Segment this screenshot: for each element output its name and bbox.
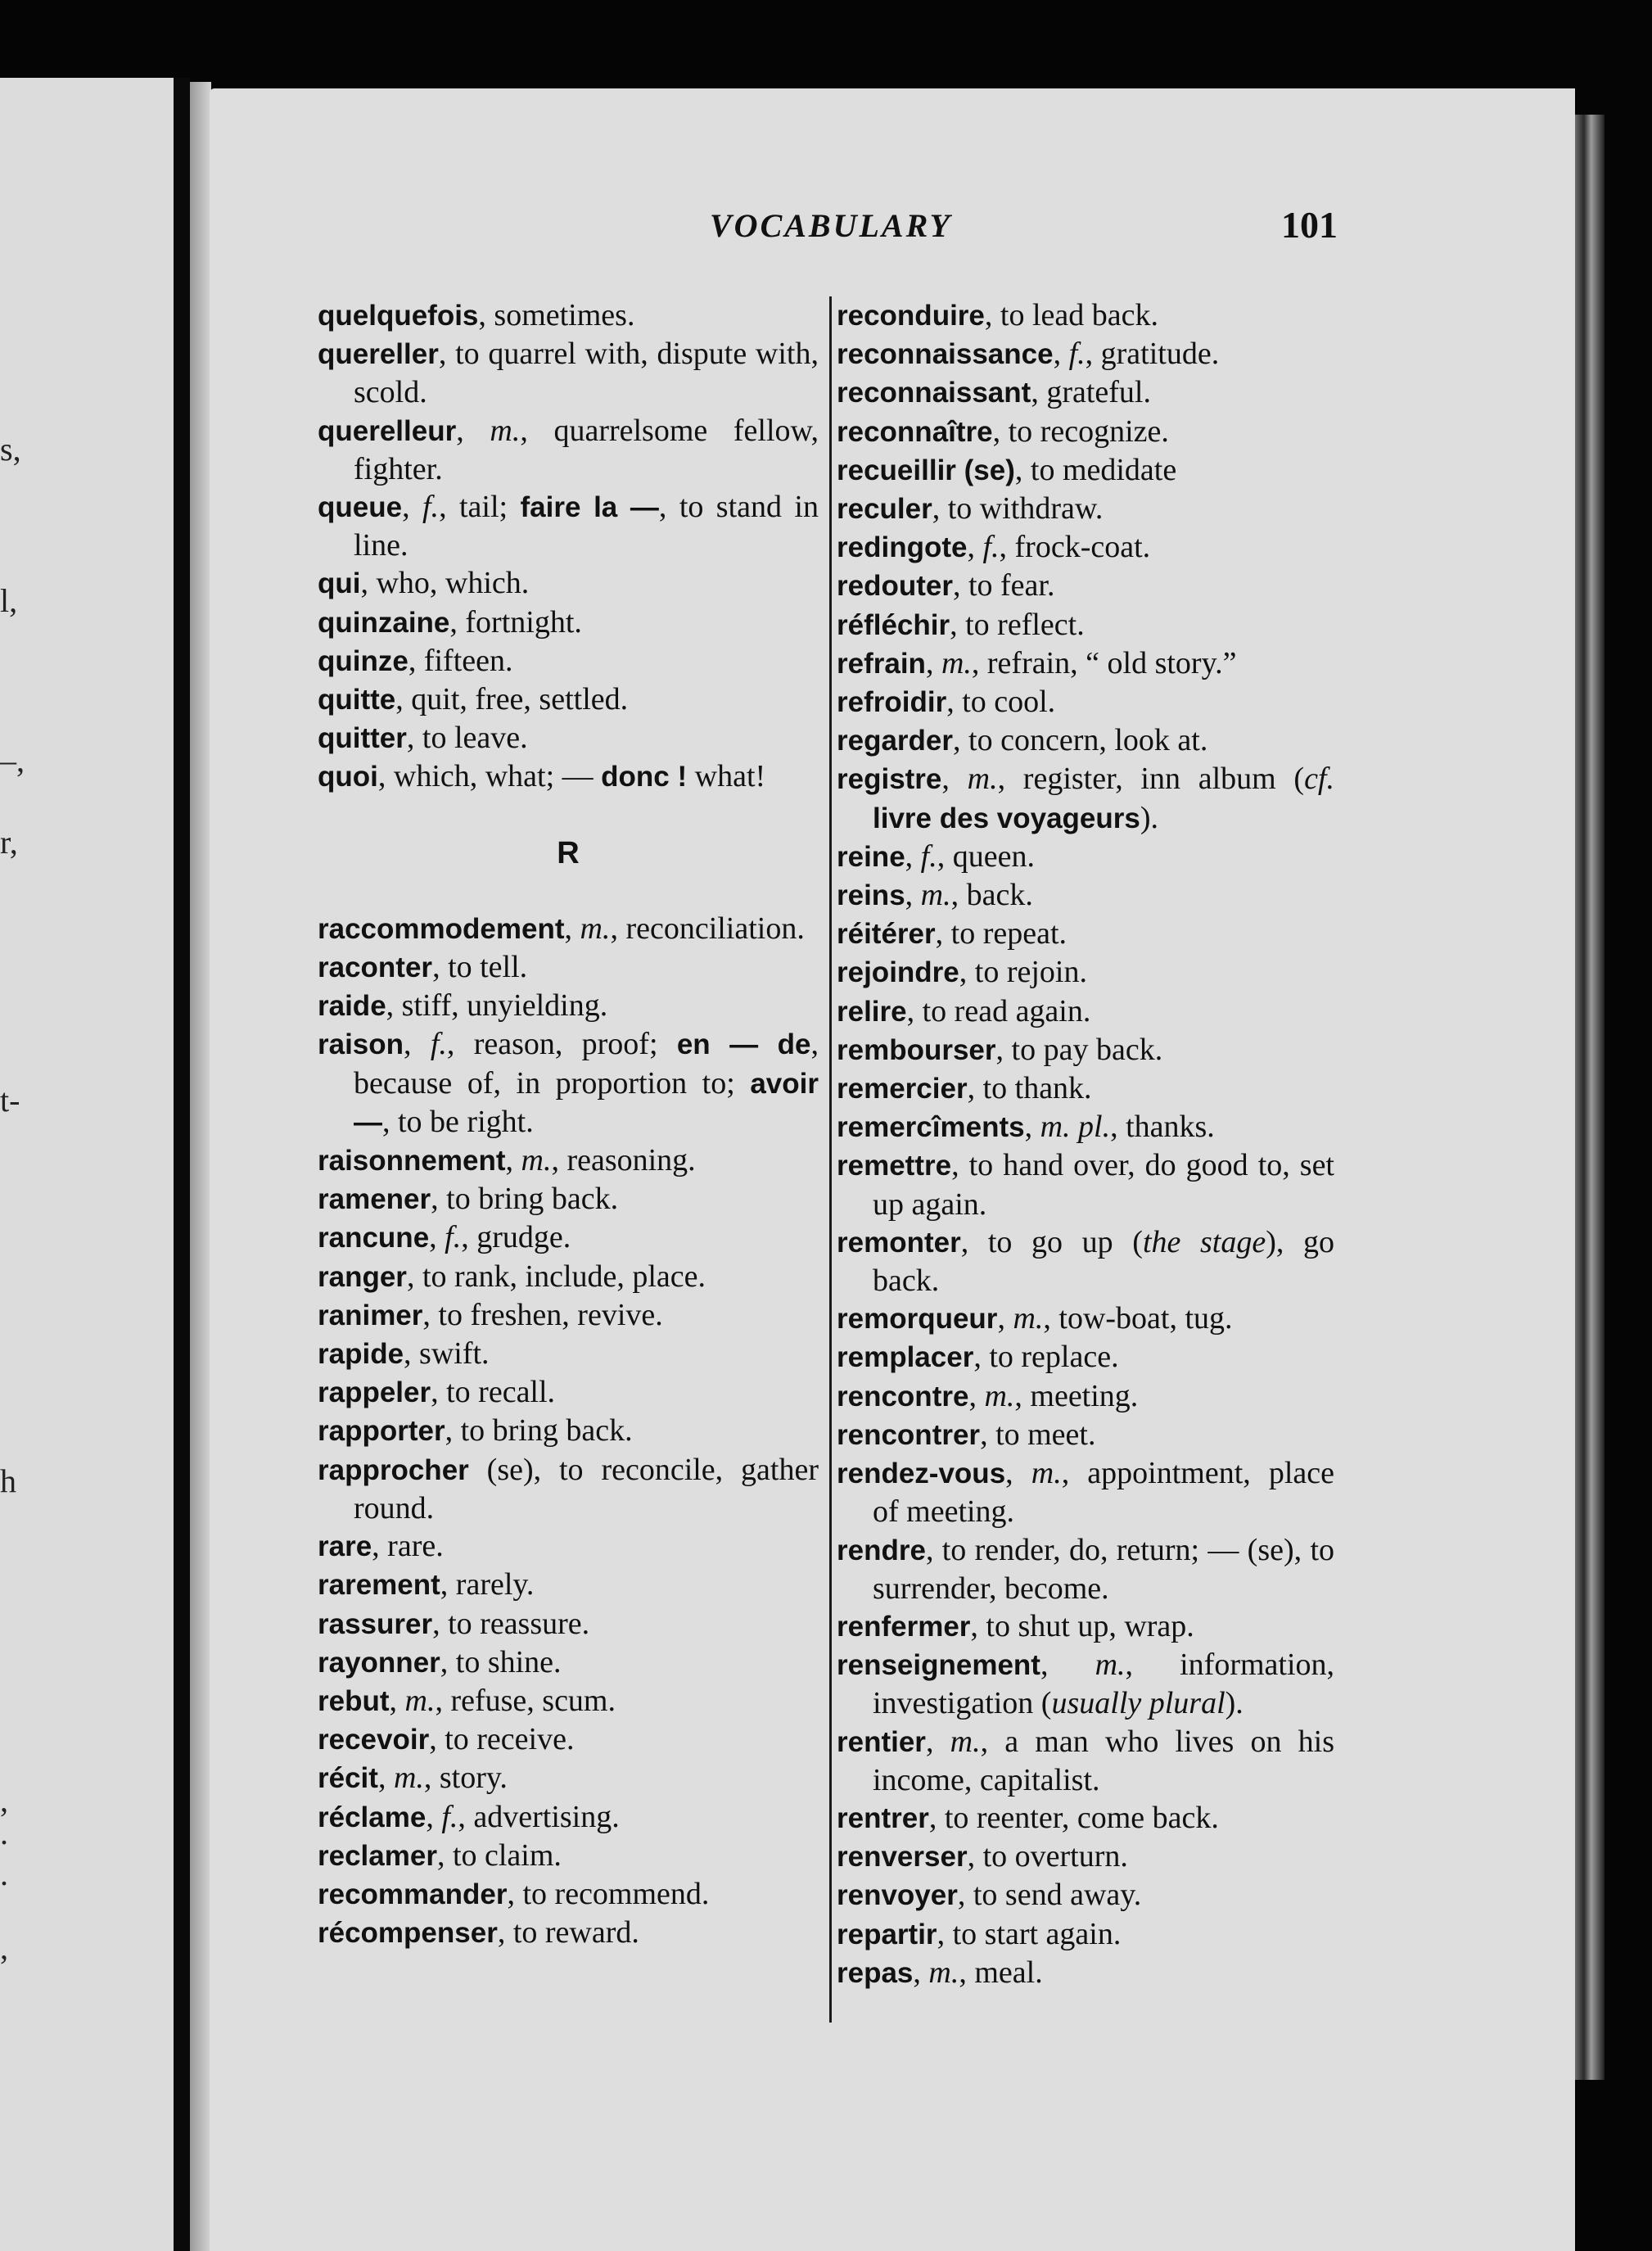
vocab-entry: rancune, f., grudge.	[318, 1220, 571, 1255]
page-edge	[1575, 115, 1605, 2080]
definition: , reasoning.	[551, 1143, 696, 1178]
facing-page-fragment-text: s,	[0, 431, 21, 468]
definition: , tail;	[439, 490, 521, 525]
headword: rencontre	[837, 1380, 969, 1413]
definition: , meeting.	[1014, 1378, 1139, 1413]
vocab-entry	[837, 490, 1334, 528]
headword: ramener	[318, 1183, 431, 1216]
facing-page-fragment-text: ,	[0, 1929, 8, 1966]
headword: réfléchir	[837, 608, 950, 641]
headword: repas	[837, 1956, 914, 1989]
phrase: avoir —	[354, 1067, 819, 1138]
definition: , to reenter, come back.	[928, 1800, 1219, 1835]
definition: , sometimes.	[478, 298, 635, 332]
definition: , thanks.	[1110, 1110, 1215, 1145]
vocab-entry	[318, 603, 819, 642]
vocab-entry	[837, 1146, 1334, 1223]
gender-label: m.	[928, 1955, 959, 1990]
vocab-entry: reine, f., queen.	[837, 838, 1035, 874]
definition: , to medidate	[1014, 452, 1177, 487]
vocab-entry	[837, 451, 1334, 490]
facing-page-fragment-text: .	[0, 1815, 8, 1851]
headword: registre	[837, 763, 942, 796]
definition: ).	[1140, 800, 1158, 835]
gender-label: m. pl.	[1040, 1110, 1111, 1145]
vocab-entry: raison, f., reason, proof; en — de, because of, in proportion to; avoir —, to be right.	[318, 1027, 819, 1139]
headword: remercîments	[837, 1111, 1025, 1144]
headword: reconnaissance	[837, 338, 1054, 371]
vocab-entry	[318, 948, 819, 987]
definition: , to receive.	[429, 1722, 575, 1757]
vocab-entry	[837, 721, 1334, 760]
vocab-entry: queue, f., tail; faire la —, to stand in line.	[318, 490, 819, 563]
headword: ranger	[318, 1260, 407, 1293]
definition: , to bring back.	[445, 1413, 633, 1449]
headword: renverser	[837, 1841, 968, 1874]
vocab-entry	[837, 1531, 1334, 1607]
vocab-entry	[837, 1607, 1334, 1646]
gender-label: m.	[967, 762, 998, 797]
gender-label: m.	[580, 911, 611, 946]
definition: , to freshen, revive.	[422, 1297, 663, 1332]
headword: queue	[318, 491, 403, 524]
headword: rassurer	[318, 1607, 433, 1640]
headword: rebut	[318, 1684, 390, 1717]
vocab-entry: reconnaissance, f., gratitude.	[837, 337, 1220, 372]
headword: regarder	[837, 725, 954, 757]
gender-label: f.	[441, 1799, 458, 1834]
headword: repartir	[837, 1918, 937, 1950]
gender-label: m.	[941, 645, 972, 680]
vocab-entry	[318, 1605, 819, 1643]
definition: , to bring back.	[431, 1182, 619, 1217]
definition: , to fear.	[952, 568, 1055, 603]
definition: , to lead back.	[984, 298, 1158, 332]
entries-r	[318, 910, 819, 1952]
vocab-entry	[837, 683, 1334, 721]
vocab-entry: rentier, m., a man who lives on his income, capitalist.	[837, 1724, 1334, 1797]
gender-label: f.	[422, 490, 440, 525]
definition: , to leave.	[406, 721, 528, 756]
gender-label: m.	[920, 878, 951, 913]
vocab-entry	[837, 915, 1334, 953]
headword: remettre	[837, 1150, 952, 1182]
definition: , reconciliation.	[610, 911, 805, 946]
vocab-entry	[318, 1875, 819, 1914]
gender-label: f.	[445, 1220, 462, 1255]
definition: , refrain, “ old story.”	[971, 645, 1237, 680]
vocab-entry	[837, 1338, 1334, 1376]
vocab-entry	[837, 1799, 1334, 1837]
gender-label: m.	[984, 1378, 1015, 1413]
vocab-entry	[318, 1180, 819, 1218]
gender-label: m.	[1031, 1456, 1062, 1491]
definition: , to repeat.	[935, 916, 1067, 951]
headword: quinzaine	[318, 606, 450, 639]
definition: , to be right.	[382, 1104, 534, 1139]
vocab-entry	[837, 1223, 1334, 1300]
definition: , grudge.	[461, 1220, 571, 1255]
definition: , fifteen.	[408, 643, 513, 678]
definition: , to concern, look at.	[953, 723, 1208, 758]
book-spine	[174, 78, 190, 2251]
headword: raide	[318, 990, 386, 1023]
definition: , reason, proof;	[446, 1027, 677, 1062]
definition: , to rejoin.	[959, 955, 1087, 990]
vocab-entry: réclame, f., advertising.	[318, 1799, 620, 1834]
column-divider	[829, 296, 832, 2023]
headword: refroidir	[837, 686, 947, 719]
definition: , information, investigation (	[873, 1648, 1335, 1721]
headword: remplacer	[837, 1341, 974, 1374]
vocab-entry	[837, 567, 1334, 605]
vocab-entry: redingote, f., frock-coat.	[837, 530, 1151, 565]
entries-r-continued	[837, 296, 1334, 1992]
headword: rendez-vous	[837, 1458, 1006, 1490]
headword: rentrer	[837, 1801, 929, 1834]
vocab-entry	[318, 1643, 819, 1682]
gender-label: f.	[920, 838, 937, 874]
vocab-entry	[318, 1914, 819, 1952]
phrase: livre des voyageurs	[873, 802, 1140, 834]
headword: raccommodement	[318, 912, 565, 945]
italic-note: cf.	[1304, 762, 1334, 797]
vocab-entry	[837, 606, 1334, 644]
definition: , quarrelsome fellow, fighter.	[354, 413, 819, 486]
gender-label: m.	[404, 1683, 436, 1718]
vocab-entry: récit, m., story.	[318, 1761, 508, 1796]
gender-label: f.	[1068, 337, 1086, 372]
vocab-entry	[837, 1416, 1334, 1454]
definition: , a man who lives on his income, capitalist.	[873, 1724, 1334, 1797]
definition: , fortnight.	[449, 604, 582, 640]
headword: redouter	[837, 570, 953, 603]
running-head: VOCABULARY	[710, 207, 952, 244]
definition: , swift.	[404, 1336, 490, 1372]
vocab-entry	[318, 719, 819, 757]
headword: rare	[318, 1530, 372, 1563]
headword: remercier	[837, 1073, 968, 1105]
vocab-entry	[318, 642, 819, 680]
definition: , to hand over, do good to, set up again.	[873, 1148, 1334, 1222]
gender-label: f.	[430, 1027, 447, 1062]
vocab-entry	[318, 1566, 819, 1604]
definition: , register, inn album (	[997, 762, 1305, 797]
headword: rappeler	[318, 1376, 431, 1409]
facing-page-fragment-text: r,	[0, 824, 18, 861]
definition: , to tell.	[432, 950, 528, 985]
definition: ), go back.	[873, 1224, 1335, 1299]
headword: récit	[318, 1762, 378, 1795]
definition: , because of, in proportion to;	[354, 1027, 819, 1101]
right-column	[837, 296, 1334, 1992]
page-number: 101	[1281, 204, 1338, 246]
headword: rentier	[837, 1725, 926, 1758]
headword: rancune	[318, 1222, 430, 1254]
vocab-entry	[318, 1258, 819, 1296]
headword: ranimer	[318, 1299, 423, 1331]
definition: ).	[1225, 1686, 1244, 1721]
vocab-entry: remorqueur, m., tow-boat, tug.	[837, 1301, 1233, 1336]
definition: (se), to reconcile, gather round.	[354, 1452, 819, 1526]
definition: , back.	[950, 878, 1033, 913]
headword: réclame	[318, 1801, 427, 1833]
definition: , to recognize.	[992, 414, 1169, 449]
headword: rarement	[318, 1569, 440, 1602]
facing-page-fragment-text: t-	[0, 1082, 20, 1119]
gender-label: m.	[393, 1761, 424, 1796]
definition: , to quarrel with, dispute with, scold.	[354, 337, 819, 410]
facing-page-fragment-text: ,	[0, 1782, 8, 1819]
definition: , to reassure.	[432, 1606, 590, 1641]
headword: rapporter	[318, 1415, 445, 1448]
definition: , to reflect.	[950, 607, 1085, 642]
gender-label: f.	[982, 530, 1000, 565]
gender-label: m.	[521, 1143, 552, 1178]
vocab-entry	[837, 296, 1334, 335]
vocab-entry: querelleur, m., quarrelsome fellow, fighter.	[318, 413, 819, 486]
headword: recommander	[318, 1878, 508, 1910]
definition: , which, what; —	[377, 759, 602, 794]
definition: , stiff, unyielding.	[386, 988, 608, 1024]
gender-label: m.	[950, 1724, 981, 1759]
definition: , to overturn.	[967, 1839, 1128, 1874]
headword: reculer	[837, 493, 932, 526]
vocab-entry: repas, m., meal.	[837, 1955, 1043, 1990]
vocab-entry	[318, 296, 819, 335]
headword: rembourser	[837, 1033, 996, 1066]
headword: reconnaître	[837, 415, 993, 448]
definition: , gratitude.	[1085, 337, 1220, 372]
headword: reconnaissant	[837, 377, 1031, 409]
definition: , to shut up, wrap.	[970, 1608, 1194, 1643]
headword: rapprocher	[318, 1453, 469, 1486]
headword: quinze	[318, 644, 408, 677]
vocab-entry	[318, 1837, 819, 1875]
headword: reconduire	[837, 300, 985, 332]
definition: , to render, do, return; — (se), to surrender, become.	[873, 1532, 1334, 1606]
definition: , to withdraw.	[932, 491, 1104, 527]
headword: querelleur	[318, 414, 457, 447]
headword: renfermer	[837, 1610, 971, 1643]
definition: , refuse, scum.	[435, 1683, 616, 1718]
headword: remonter	[837, 1226, 961, 1259]
vocab-entry	[318, 757, 819, 796]
definition: , advertising.	[458, 1799, 620, 1834]
headword: redingote	[837, 531, 968, 564]
vocab-entry	[837, 1031, 1334, 1069]
italic-note: the stage	[1142, 1224, 1266, 1259]
facing-page-fragment-text: –,	[0, 742, 25, 779]
definition: , meal.	[959, 1955, 1043, 1990]
definition: , story.	[423, 1761, 508, 1796]
definition: , tow-boat, tug.	[1043, 1301, 1233, 1336]
definition: , rarely.	[440, 1567, 535, 1602]
headword: quoi	[318, 761, 378, 793]
vocab-entry	[837, 373, 1334, 412]
vocab-entry	[837, 413, 1334, 451]
definition: , rare.	[372, 1529, 444, 1564]
italic-note: usually plural	[1051, 1686, 1225, 1721]
headword: recueillir (se)	[837, 454, 1015, 486]
phrase: en — de	[676, 1028, 811, 1061]
facing-page-fragment-text: l,	[0, 582, 18, 619]
definition: , to meet.	[980, 1417, 1096, 1452]
definition: , to stand in line.	[354, 490, 819, 563]
headword: raison	[318, 1028, 404, 1061]
vocab-entry	[318, 1412, 819, 1450]
vocab-entry: rendez-vous, m., appointment, place of meeting.	[837, 1456, 1334, 1530]
facing-page-fragment-text: h	[0, 1462, 16, 1499]
phrase: faire la —	[520, 491, 659, 524]
facing-page-fragment-text: .	[0, 1855, 8, 1892]
definition: , quit, free, settled.	[395, 682, 629, 717]
vocab-entry	[837, 953, 1334, 992]
definition: , queen.	[937, 838, 1035, 874]
entries-q	[318, 296, 819, 797]
definition: , to go up (	[960, 1224, 1143, 1259]
definition: , to rank, include, place.	[406, 1259, 706, 1294]
vocab-entry: renseignement, m., information, investigation (usually plural).	[837, 1648, 1335, 1721]
definition: , to cool.	[946, 685, 1056, 720]
vocab-entry: raccommodement, m., reconciliation.	[318, 911, 805, 946]
section-letter: R	[557, 835, 580, 870]
headword: qui	[318, 567, 361, 600]
headword: relire	[837, 995, 907, 1028]
headword: réitérer	[837, 918, 936, 951]
definition: , to reward.	[497, 1915, 639, 1950]
definition: , appointment, place of meeting.	[873, 1456, 1334, 1530]
vocab-entry: rencontre, m., meeting.	[837, 1378, 1139, 1413]
vocab-entry	[318, 335, 819, 411]
headword: quitte	[318, 684, 396, 716]
vocab-entry: refrain, m., refrain, “ old story.”	[837, 645, 1237, 680]
headword: reins	[837, 879, 905, 912]
vocab-entry: raisonnement, m., reasoning.	[318, 1143, 696, 1178]
gender-label: m.	[490, 413, 521, 448]
definition: , who, which.	[360, 566, 530, 601]
definition: , to pay back.	[995, 1032, 1163, 1067]
headword: raconter	[318, 951, 433, 984]
headword: reclamer	[318, 1839, 437, 1872]
facing-page-fragment	[0, 78, 174, 2251]
vocab-entry	[837, 1915, 1334, 1954]
vocab-entry	[318, 1720, 819, 1759]
definition: what!	[687, 759, 766, 794]
vocab-entry	[318, 1335, 819, 1373]
vocab-entry	[318, 680, 819, 719]
definition: , grateful.	[1031, 375, 1151, 410]
vocab-entry: reins, m., back.	[837, 878, 1033, 913]
headword: remorqueur	[837, 1303, 998, 1336]
vocab-entry	[837, 1837, 1334, 1876]
headword: quitter	[318, 722, 407, 755]
definition: , to read again.	[906, 993, 1091, 1028]
vocab-entry	[318, 1527, 819, 1566]
definition: , to start again.	[937, 1916, 1122, 1951]
vocab-entry	[837, 1069, 1334, 1108]
definition: , frock-coat.	[999, 530, 1151, 565]
vocab-entry	[837, 992, 1334, 1031]
definition: , to recommend.	[507, 1876, 710, 1911]
vocab-entry	[837, 1876, 1334, 1914]
definition: , to replace.	[973, 1340, 1119, 1375]
headword: refrain	[837, 647, 926, 680]
headword: renvoyer	[837, 1879, 958, 1912]
vocab-entry: rebut, m., refuse, scum.	[318, 1683, 616, 1718]
headword: quereller	[318, 338, 439, 371]
vocab-entry	[318, 987, 819, 1025]
headword: renseignement	[837, 1649, 1040, 1682]
definition: , to recall.	[431, 1375, 556, 1410]
definition: , to shine.	[440, 1644, 562, 1679]
left-column	[318, 296, 819, 1952]
vocab-entry	[318, 1296, 819, 1335]
vocab-entry: registre, m., register, inn album (cf. livre des voyageurs).	[837, 762, 1334, 835]
vocab-entry	[318, 1451, 819, 1527]
headword: raisonnement	[318, 1145, 506, 1177]
headword: récompenser	[318, 1917, 498, 1950]
headword: rayonner	[318, 1646, 440, 1679]
vocab-entry	[318, 1373, 819, 1412]
definition: , to claim.	[436, 1837, 562, 1873]
gutter-shadow	[190, 82, 211, 2251]
definition: , to send away.	[957, 1878, 1142, 1913]
phrase: donc !	[601, 761, 688, 793]
vocab-entry: remercîments, m. pl., thanks.	[837, 1110, 1215, 1145]
definition: , to thank.	[967, 1071, 1092, 1106]
gender-label: m.	[1013, 1301, 1044, 1336]
headword: rencontrer	[837, 1418, 981, 1451]
vocab-entry	[318, 564, 819, 603]
headword: rejoindre	[837, 956, 959, 989]
headword: rendre	[837, 1534, 926, 1566]
headword: quelquefois	[318, 300, 479, 332]
headword: rapide	[318, 1338, 404, 1371]
headword: reine	[837, 840, 905, 873]
gender-label: m.	[1095, 1648, 1126, 1683]
headword: recevoir	[318, 1724, 430, 1756]
